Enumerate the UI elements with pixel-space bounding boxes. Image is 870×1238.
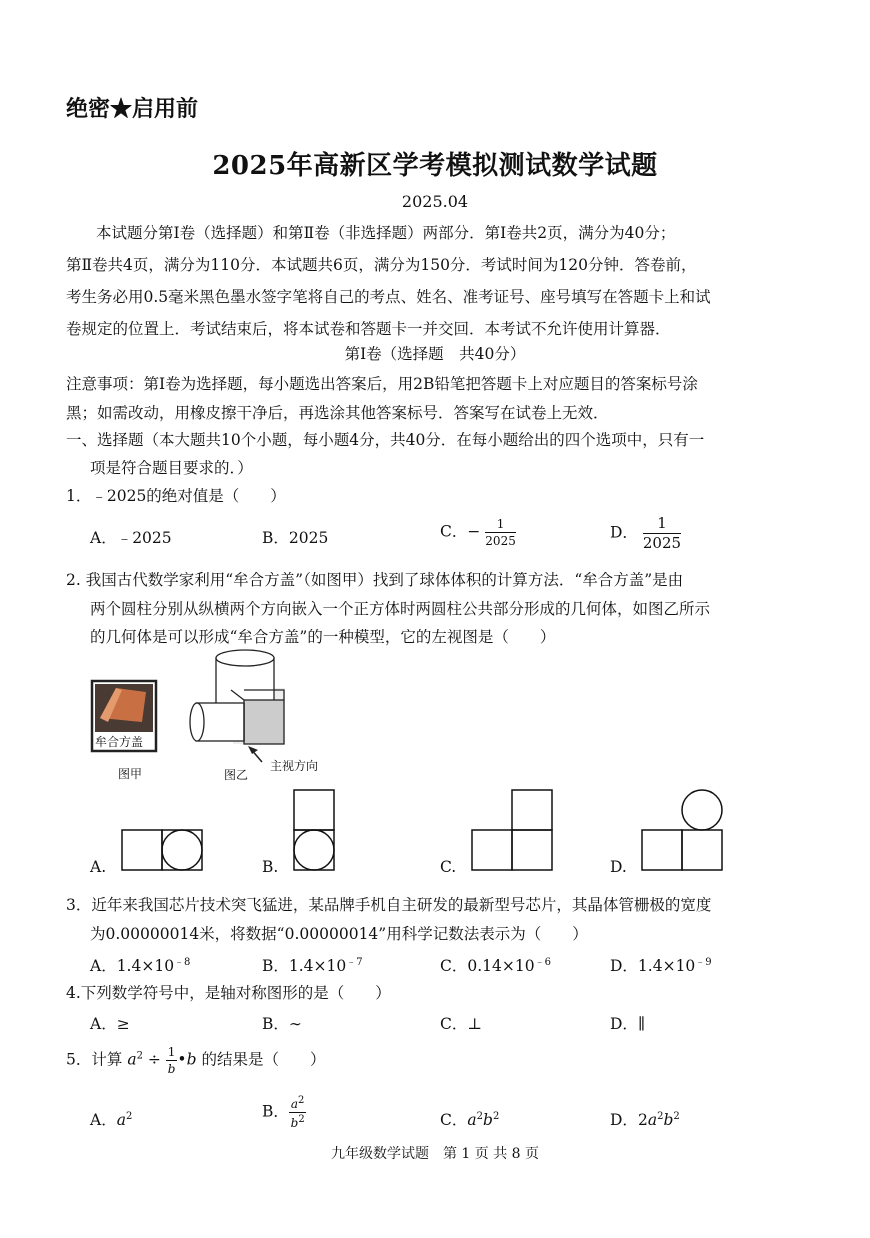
- q5-option-d: D．$2a^2b^2$: [610, 1110, 680, 1129]
- intro-line-3: 考生务必用0.5毫米黑色墨水签字笔将自己的考点、姓名、准考证号、座号填写在答题卡上和试: [66, 288, 711, 306]
- q3-option-b-exponent: ﹣7: [346, 957, 363, 968]
- q2-option-d-figure: [640, 788, 724, 874]
- q1-option-c-numerator: 1: [485, 518, 516, 533]
- figure-jia: [88, 678, 168, 778]
- q1-option-c-prefix: C．−: [440, 522, 481, 541]
- q1-option-b: B．2025: [262, 529, 329, 547]
- q5-stem: 5．计算 $a^2$ ÷ $\frac{1}{b}$ •b 的结果是（ ）: [66, 1045, 326, 1076]
- q2-option-c-figure: [470, 788, 554, 874]
- q5-option-a: A．$a^2$: [90, 1110, 133, 1129]
- q3-option-c-exponent: ﹣6: [534, 957, 551, 968]
- q2-option-b-figure: [292, 788, 336, 874]
- q2-option-c-label: C.: [440, 858, 457, 876]
- exam-date: 2025.04: [401, 192, 469, 211]
- q5-stem-prefix: 5．计算: [66, 1050, 123, 1069]
- q3-option-a: [90, 953, 190, 976]
- q3-option-c: [440, 953, 551, 976]
- q1-option-c: [440, 518, 516, 547]
- q2-stem-line-3: 的几何体是可以形成“牟合方盖”的一种模型，它的左视图是（ ）: [90, 628, 556, 646]
- q2-stem-line-2: 两个圆柱分别从纵横两个方向嵌入一个正方体时两圆柱公共部分形成的几何体，如图乙所示: [90, 600, 711, 618]
- q5-option-a-label: A．: [90, 1111, 117, 1129]
- q1-option-a: A．﹣2025: [90, 529, 172, 547]
- q2-option-a-label: A.: [90, 858, 107, 876]
- q1-option-d-numerator: 1: [643, 516, 681, 534]
- q3-option-c-base: C．0.14×10: [440, 957, 535, 976]
- q3-stem-line-2: 为0.00000014米，将数据“0.00000014”用科学记数法表示为（ ）: [90, 925, 588, 943]
- q2-stem-line-1: 2. 我国古代数学家利用“牟合方盖”（如图甲）找到了球体体积的计算方法．“牟合方盖”是由: [66, 571, 684, 589]
- view-direction-label: 主视方向: [270, 759, 319, 773]
- q4-stem: 4.下列数学符号中，是轴对称图形的是（ ）: [66, 984, 391, 1002]
- q4-option-a: A．≥: [90, 1015, 130, 1033]
- q5-option-c: C．$a^2b^2$: [440, 1110, 500, 1129]
- q2-option-a-figure: [120, 828, 204, 874]
- q1-option-d-prefix: D．: [610, 523, 638, 542]
- q3-option-d: [610, 953, 712, 976]
- part-heading-line-1: 一、选择题（本大题共10个小题，每小题4分，共40分．在每小题给出的四个选项中，只有一: [66, 431, 705, 449]
- q3-option-d-exponent: ﹣9: [695, 957, 712, 968]
- intro-line-4: 卷规定的位置上．考试结束后，将本试卷和答题卡一并交回．本考试不允许使用计算器．: [66, 320, 671, 338]
- q3-option-b-base: B．1.4×10: [262, 957, 347, 976]
- section-heading: 第Ⅰ卷（选择题 共40分）: [344, 345, 526, 363]
- q1-option-d: [610, 516, 681, 551]
- intro-line-1: 本试题分第Ⅰ卷（选择题）和第Ⅱ卷（非选择题）两部分．第Ⅰ卷共2页，满分为40分；: [96, 224, 676, 242]
- q3-option-d-base: D．1.4×10: [610, 957, 696, 976]
- q1-option-c-fraction: [485, 518, 516, 547]
- q5-option-b: [262, 1096, 306, 1129]
- q5-option-c-label: C．: [440, 1111, 468, 1129]
- confidential-label: 绝密★启用前: [66, 96, 199, 122]
- figure-jia-caption: 图甲: [118, 767, 143, 781]
- notes-line-1: 注意事项：第Ⅰ卷为选择题，每小题选出答案后，用2B铅笔把答题卡上对应题目的答案标号涂: [66, 375, 698, 393]
- q3-option-a-exponent: ﹣8: [174, 957, 191, 968]
- q1-stem: 1．﹣2025的绝对值是（ ）: [66, 487, 286, 505]
- q5-option-b-label: B．: [262, 1102, 289, 1121]
- intro-line-2: 第Ⅱ卷共4页，满分为110分．本试题共6页，满分为150分．考试时间为120分钟．答卷前，: [66, 256, 697, 274]
- q2-option-d-label: D.: [610, 858, 627, 876]
- q2-option-b-label: B.: [262, 858, 279, 876]
- q1-option-d-denominator: 2025: [642, 534, 682, 552]
- q3-stem-line-1: 3．近年来我国芯片技术突飞猛进，某品牌手机自主研发的最新型号芯片，其晶体管栅极的宽度: [66, 896, 712, 914]
- page-title: 2025年高新区学考模拟测试数学试题: [212, 151, 658, 181]
- q3-option-a-base: A．1.4×10: [90, 957, 175, 976]
- q3-option-b: [262, 953, 363, 976]
- q5-stem-suffix: 的结果是（ ）: [201, 1050, 326, 1069]
- part-heading-line-2: 项是符合题目要求的．）: [90, 459, 253, 477]
- figure-jia-inner-label: 牟合方盖: [95, 735, 144, 749]
- q5-fraction: $\frac{1}{b}$: [167, 1045, 176, 1076]
- q4-option-d: D．∥: [610, 1015, 646, 1033]
- q1-option-c-denominator: 2025: [485, 534, 516, 548]
- page-footer: 九年级数学试题 第 1 页 共 8 页: [330, 1146, 540, 1162]
- q4-option-c: C．⊥: [440, 1015, 482, 1033]
- q1-option-d-fraction: [643, 516, 681, 551]
- q5-option-d-label: D．: [610, 1111, 638, 1129]
- q5-option-b-fraction: $\frac{a^2}{b^2}$: [290, 1095, 305, 1130]
- figure-yi: [186, 648, 331, 768]
- figure-yi-caption: 图乙: [224, 768, 249, 782]
- q4-option-b: B．∼: [262, 1015, 302, 1033]
- notes-line-2: 黑；如需改动，用橡皮擦干净后，再选涂其他答案标号．答案写在试卷上无效．: [66, 404, 609, 422]
